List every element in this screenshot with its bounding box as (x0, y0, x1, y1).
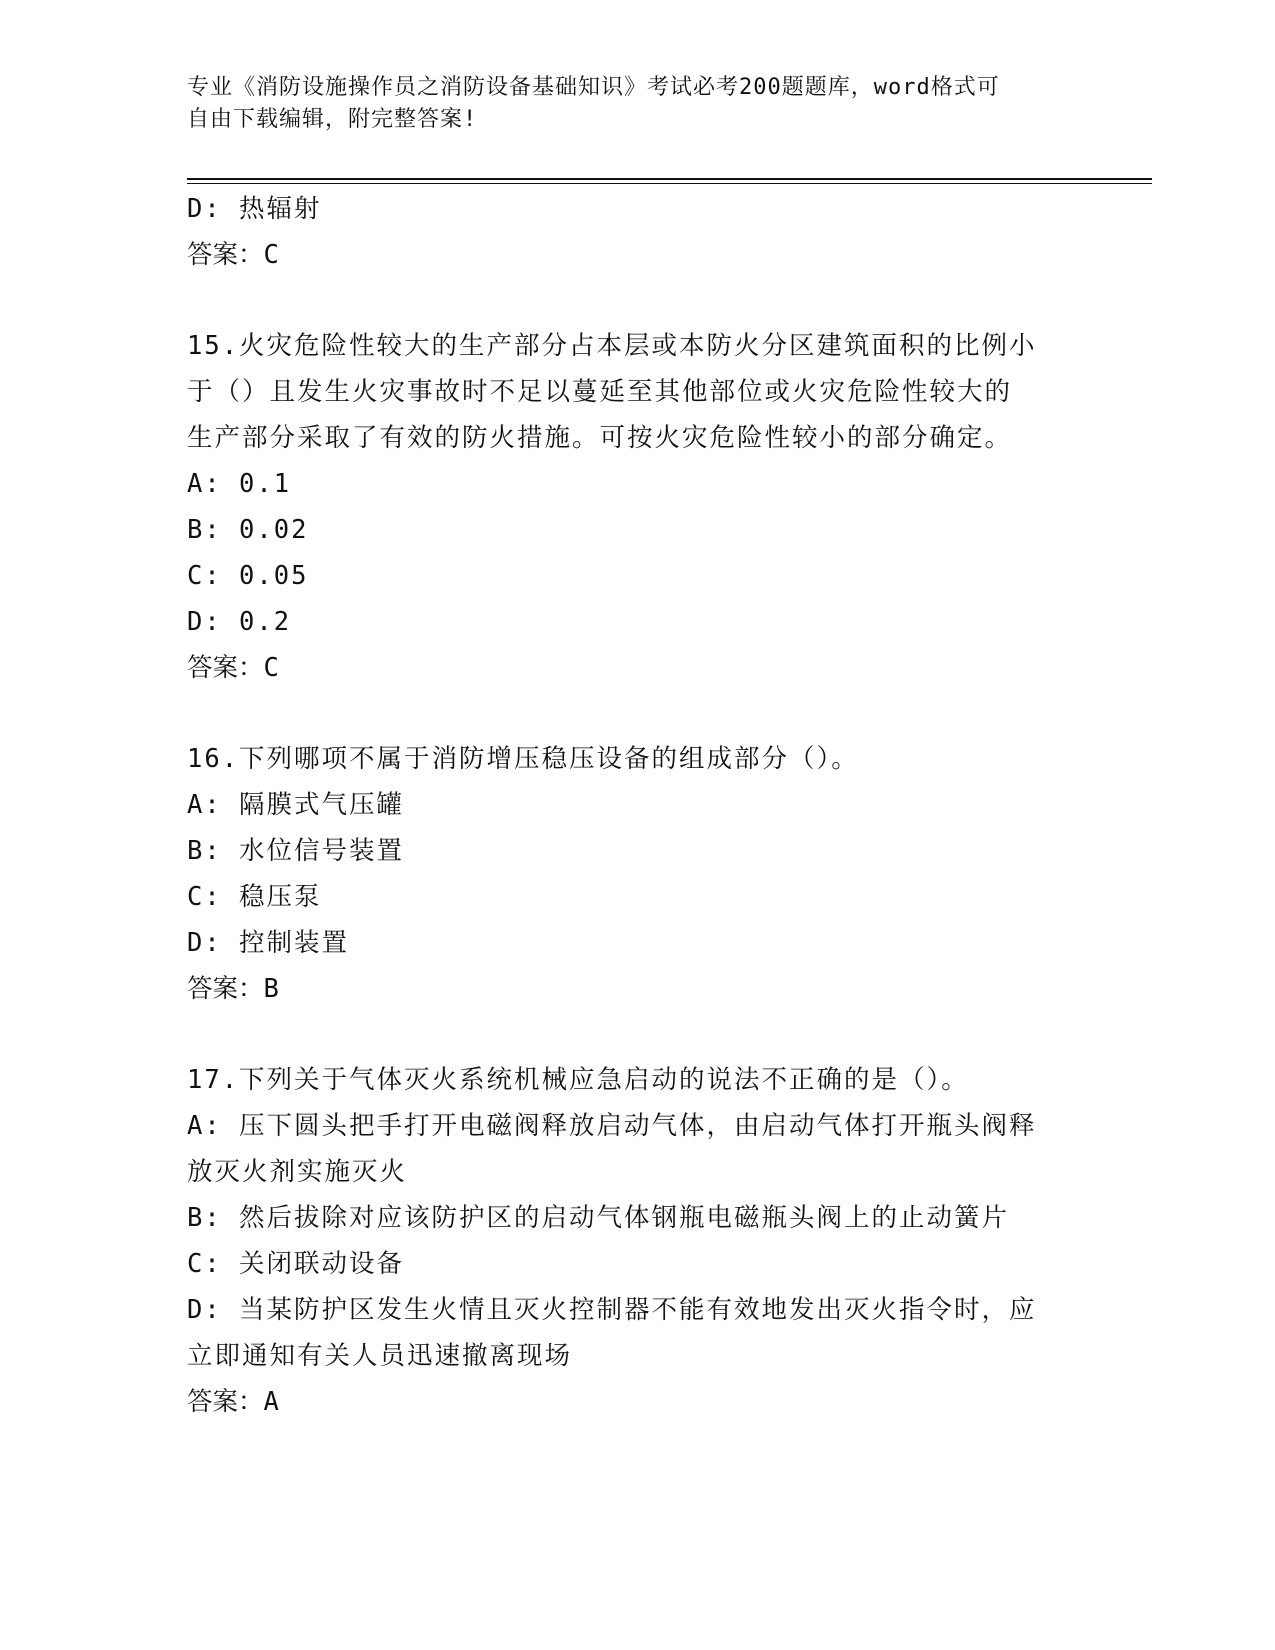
header-line-2: 自由下载编辑，附完整答案! (187, 107, 478, 132)
question-17-option-b: B: 然后拔除对应该防护区的启动气体钢瓶电磁瓶头阀上的止动簧片 (187, 1203, 1010, 1233)
question-17-stem: 17.下列关于气体灭火系统机械应急启动的说法不正确的是（）。 (187, 1065, 969, 1095)
spacer (187, 278, 1087, 323)
question-16-stem: 16.下列哪项不属于消防增压稳压设备的组成部分（）。 (187, 744, 859, 774)
document-body (187, 186, 1087, 1425)
question-15-stem-line-2: 于（）且发生火灾事故时不足以蔓延至其他部位或火灾危险性较大的 (187, 377, 1013, 407)
header-divider-thick (187, 178, 1152, 180)
spacer (187, 1012, 1087, 1057)
question-17-option-d-line-1: D: 当某防护区发生火情且灭火控制器不能有效地发出灭火指令时，应 (187, 1295, 1037, 1325)
question-16-option-c: C: 稳压泵 (187, 882, 322, 912)
question-16-option-b: B: 水位信号装置 (187, 836, 405, 866)
question-15-option-b: B: 0.02 (187, 515, 309, 545)
question-16-answer: 答案：B (187, 974, 279, 1004)
question-17-option-d-line-2: 立即通知有关人员迅速撤离现场 (187, 1341, 573, 1371)
question-17 (187, 1057, 1087, 1425)
question-16-option-d: D: 控制装置 (187, 928, 350, 958)
question-17-option-a-line-2: 放灭火剂实施灭火 (187, 1157, 408, 1187)
prev-option-d: D: 热辐射 (187, 194, 322, 224)
question-17-answer: 答案：A (187, 1387, 279, 1417)
question-15-stem-line-1: 15.火灾危险性较大的生产部分占本层或本防火分区建筑面积的比例小 (187, 331, 1037, 361)
question-15 (187, 323, 1087, 691)
question-17-option-a-line-1: A: 压下圆头把手打开电磁阀释放启动气体，由启动气体打开瓶头阀释 (187, 1111, 1037, 1141)
question-16 (187, 736, 1087, 1012)
spacer (187, 691, 1087, 736)
question-15-option-a: A: 0.1 (187, 469, 292, 499)
question-17-option-c: C: 关闭联动设备 (187, 1249, 405, 1279)
header-divider-thin (187, 183, 1152, 184)
question-15-stem-line-3: 生产部分采取了有效的防火措施。可按火灾危险性较小的部分确定。 (187, 423, 1013, 453)
question-15-option-d: D: 0.2 (187, 607, 292, 637)
question-15-answer: 答案：C (187, 653, 279, 683)
question-15-option-c: C: 0.05 (187, 561, 309, 591)
header-line-1: 专业《消防设施操作员之消防设备基础知识》考试必考200题题库，word格式可 (187, 75, 1000, 100)
document-header (187, 72, 1067, 136)
question-16-option-a: A: 隔膜式气压罐 (187, 790, 405, 820)
prev-answer: 答案：C (187, 240, 279, 270)
